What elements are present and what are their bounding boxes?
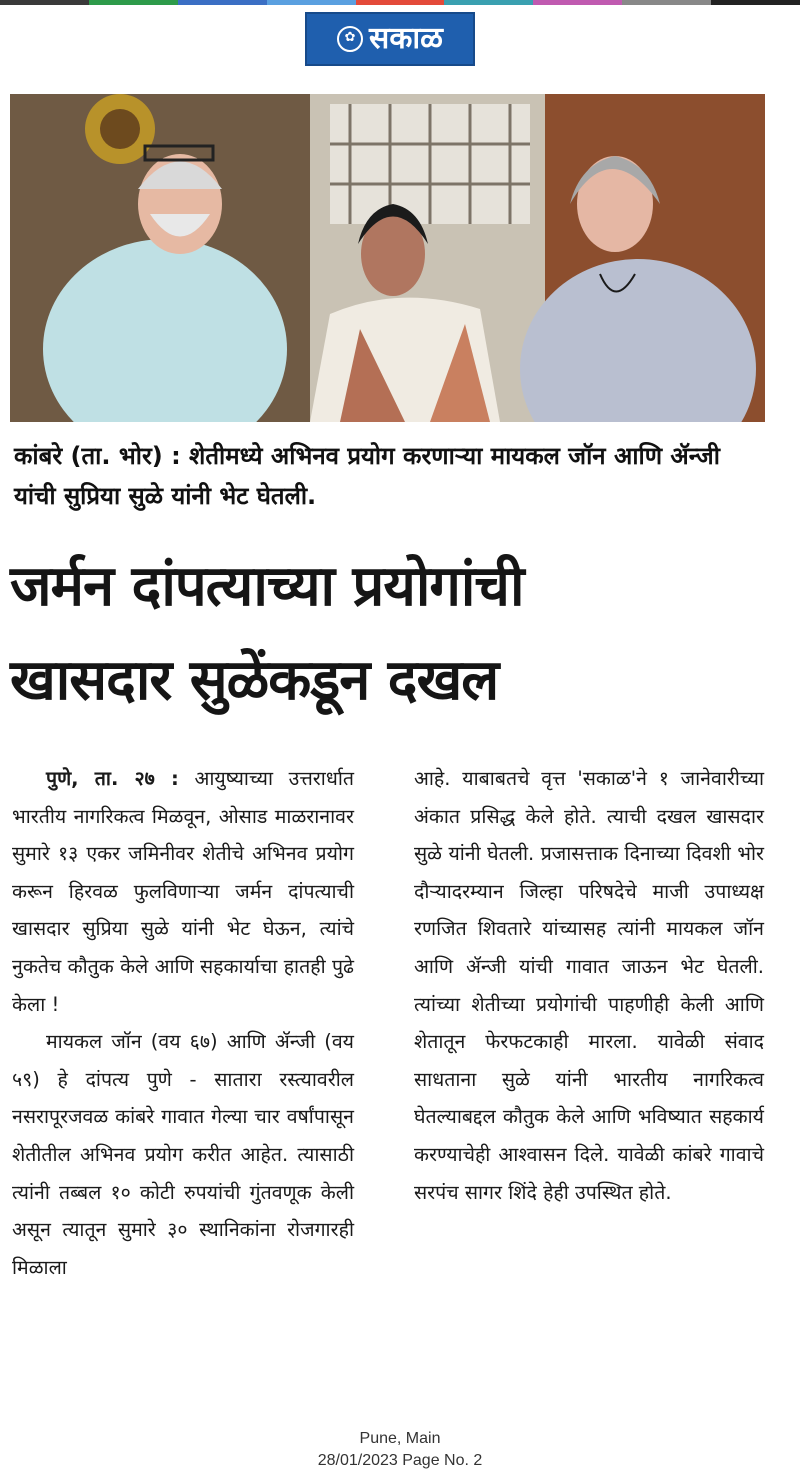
article-paragraph-3: आहे. याबाबतचे वृत्त 'सकाळ'ने १ जानेवारीच्या अंकात प्रसिद्ध केले होते. त्याची दखल खासदार सुळे यांनी घेतली. प्रजासत्ताक दिनाच्या दिवशी भोर दौऱ्यादरम्यान जिल्हा परिषदेचे माजी उपाध्यक्ष रणजित शिवतारे यांच्यासह त्यांनी मायकल जॉन आणि ॲन्जी यांची गावात जाऊन भेट घेतली. त्यांच्या शेतीच्या प्रयोगांची पाहणीही केली आणि शेतातून फेरफटकाही मारला. यावेळी संवाद साधताना सुळे यांनी भारतीय नागरिकत्व घेतल्याबद्दल कौतुक केले आणि भविष्यात सहकार्य करण्याचेही आश्वासन दिले. यावेळी कांबरे गावाचे सरपंच सागर शिंदे हेही उपस्थित होते. — [414, 767, 764, 1204]
photo-illustration — [10, 94, 765, 422]
article-paragraph-1 — [12, 760, 354, 1023]
news-photo — [10, 94, 765, 422]
footer-date-page: 28/01/2023 Page No. 2 — [317, 1452, 483, 1469]
article-paragraph-2: मायकल जॉन (वय ६७) आणि ॲन्जी (वय ५९) हे दांपत्य पुणे - सातारा रस्त्यावरील नसरापूरजवळ कांबरे गावात गेल्या चार वर्षांपासून शेतीतील अभिनव प्रयोग करीत आहेत. त्यासाठी त्यांनी तब्बल १० कोटी रुपयांची गुंतवणूक केली असून त्यातून सुमारे ३० स्थानिकांना रोजगारही मिळाला — [12, 1030, 354, 1279]
top-color-strip — [0, 0, 800, 5]
page-footer — [0, 1428, 800, 1472]
sakal-logo-icon: ✿ — [337, 26, 363, 52]
paragraph-1-text: आयुष्याच्या उत्तरार्धात भारतीय नागरिकत्व मिळवून, ओसाड माळरानावर सुमारे १३ एकर जमिनीवर शेतीचे अभिनव प्रयोग करून हिरवळ फुलविणाऱ्या जर्मन दांपत्याची खासदार सुप्रिया सुळे यांनी भेट घेऊन, त्यांचे नुकतेच कौतुक केले आणि सहकार्याचा हातही पुढे केला ! — [12, 767, 354, 1016]
masthead-logo — [305, 12, 475, 66]
headline-line-1: जर्मन दांपत्याच्या प्रयोगांची — [10, 554, 524, 619]
dateline: पुणे, ता. २७ : — [46, 767, 179, 790]
article-column-left — [12, 760, 354, 1286]
article-column-right — [414, 760, 764, 1211]
masthead-title: सकाळ — [369, 21, 443, 56]
photo-caption: कांबरे (ता. भोर) : शेतीमध्ये अभिनव प्रयोग करणाऱ्या मायकल जॉन आणि ॲन्जी यांची सुप्रिया सुळे यांनी भेट घेतली. — [14, 442, 720, 510]
footer-edition: Pune, Main — [359, 1430, 441, 1447]
headline-line-2: खासदार सुळेंकडून दखल — [10, 648, 499, 713]
headline — [10, 540, 790, 728]
